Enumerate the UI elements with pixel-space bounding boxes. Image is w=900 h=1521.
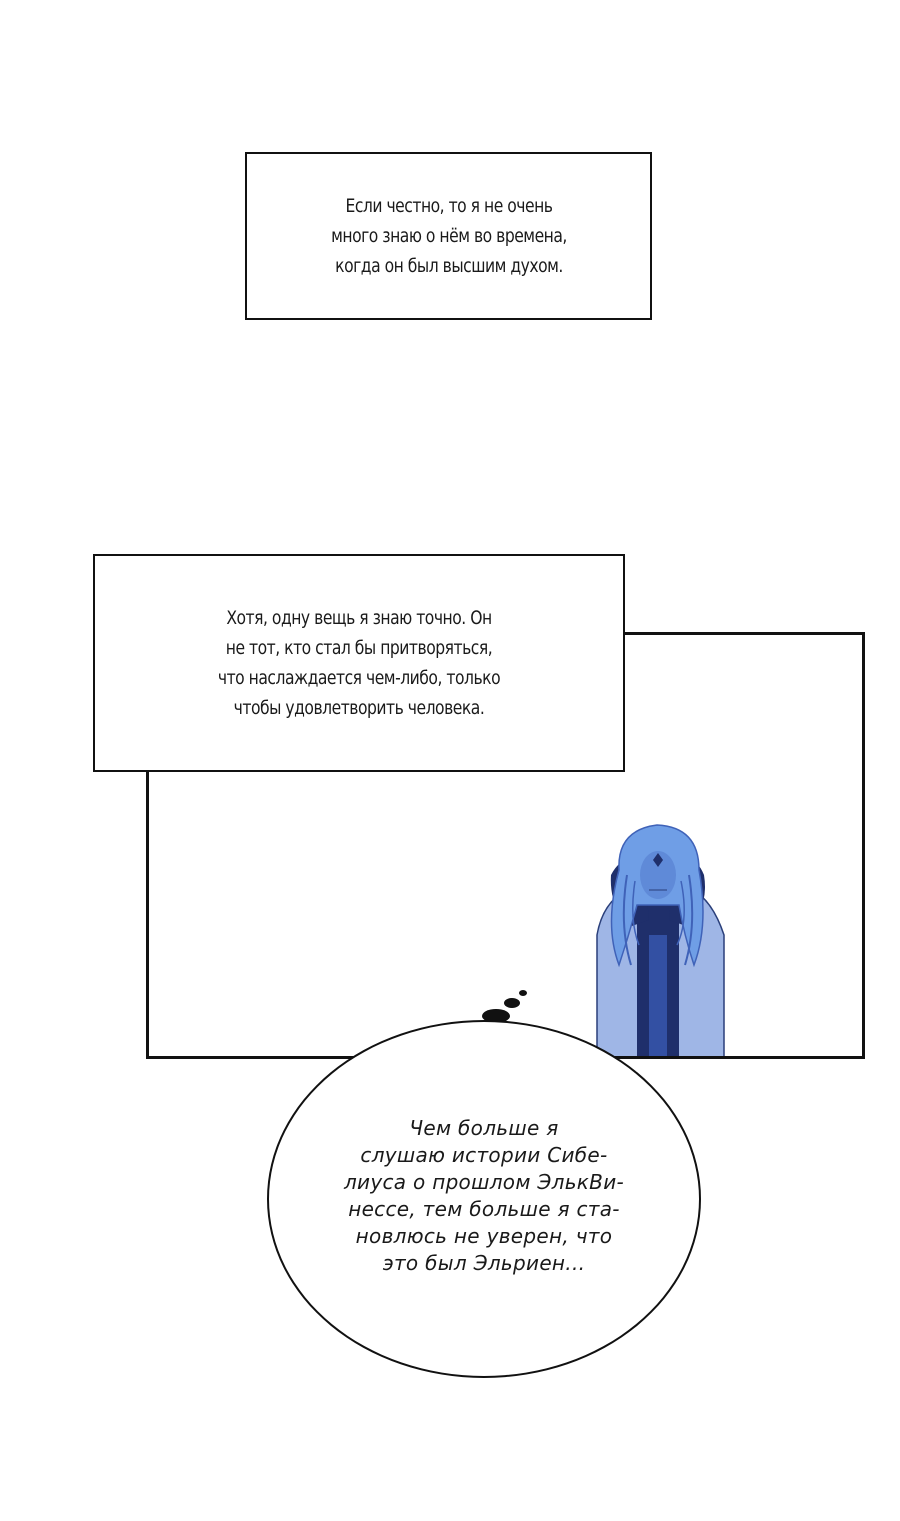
caption-line: Если честно, то я не очень bbox=[344, 195, 552, 217]
speech-line: Чем больше я bbox=[409, 1116, 559, 1140]
speech-line: это был Эльриен... bbox=[382, 1251, 586, 1275]
caption-line: не тот, кто стал бы притворяться, bbox=[225, 637, 493, 659]
caption-line: когда он был высшим духом. bbox=[334, 255, 563, 277]
caption-line: чтобы удовлетворить человека. bbox=[233, 697, 485, 719]
speech-bubble bbox=[267, 1020, 701, 1378]
narration-text-top bbox=[313, 191, 584, 281]
caption-line: что наслаждается чем-либо, только bbox=[217, 667, 501, 689]
speech-line: нессе, тем больше я ста- bbox=[348, 1197, 620, 1221]
speech-bubble-text bbox=[344, 1115, 624, 1277]
speech-line: лиуса о прошлом ЭлькВи- bbox=[343, 1170, 625, 1194]
narration-caption-middle bbox=[93, 554, 625, 772]
narration-caption-top bbox=[245, 152, 652, 320]
speech-line: слушаю истории Сибе- bbox=[360, 1143, 608, 1167]
speech-line: новлюсь не уверен, что bbox=[355, 1224, 613, 1248]
narration-text-middle bbox=[187, 603, 531, 723]
caption-line: много знаю о нём во времена, bbox=[330, 225, 567, 247]
caption-line: Хотя, одну вещь я знаю точно. Он bbox=[226, 607, 492, 629]
